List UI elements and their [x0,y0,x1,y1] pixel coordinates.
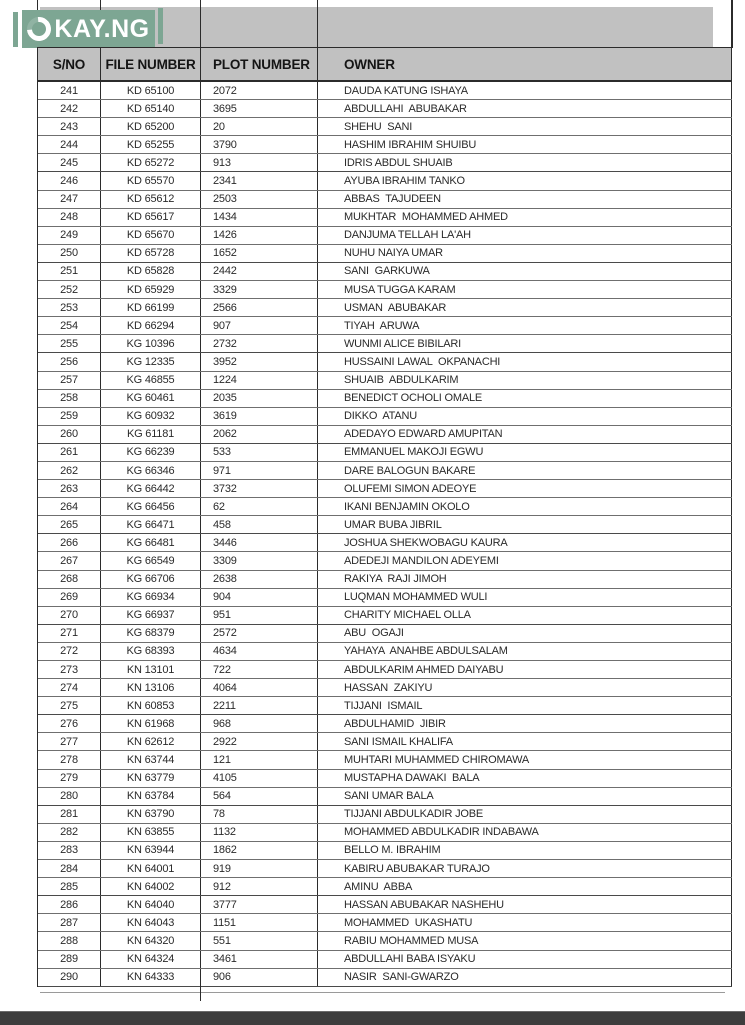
table-row [38,806,732,824]
sno-cell: 273 [38,661,101,678]
sno-cell: 288 [38,932,101,949]
table-row [38,589,732,607]
plot-number-cell: 1434 [201,209,318,226]
sno-cell: 284 [38,860,101,877]
file-number-cell: KD 66294 [101,317,201,334]
owner-cell: SANI UMAR BALA [318,788,732,805]
file-number-cell: KN 64333 [101,969,201,986]
owner-cell: HASSAN ZAKIYU [318,679,732,696]
plot-number-cell: 2211 [201,697,318,714]
file-number-cell: KG 61181 [101,426,201,443]
table-row [38,951,732,969]
sno-cell: 249 [38,227,101,244]
sno-cell: 282 [38,824,101,841]
file-number-cell: KN 63784 [101,788,201,805]
owner-cell: USMAN ABUBAKAR [318,299,732,316]
plot-number-cell: 907 [201,317,318,334]
table-row [38,227,732,245]
plot-number-cell: 906 [201,969,318,986]
sno-cell: 274 [38,679,101,696]
file-number-cell: KN 62612 [101,733,201,750]
file-number-cell: KN 63944 [101,842,201,859]
owner-cell: ABU OGAJI [318,625,732,642]
file-number-cell: KG 12335 [101,353,201,370]
file-number-cell: KG 68393 [101,643,201,660]
table-row [38,245,732,263]
file-number-cell: KN 60853 [101,697,201,714]
owner-cell: HASHIM IBRAHIM SHUIBU [318,136,732,153]
owner-cell: CHARITY MICHAEL OLLA [318,607,732,624]
owner-cell: AMINU ABBA [318,878,732,895]
sno-cell: 247 [38,191,101,208]
owner-cell: ABDULLAHI ABUBAKAR [318,100,732,117]
file-number-cell: KD 65570 [101,172,201,189]
table-row [38,353,732,371]
plot-number-cell: 913 [201,154,318,171]
plot-number-cell: 1652 [201,245,318,262]
plot-number-cell: 3952 [201,353,318,370]
plot-number-cell: 3619 [201,408,318,425]
plot-number-cell: 1224 [201,372,318,389]
sno-cell: 251 [38,263,101,280]
table-row [38,172,732,190]
owner-cell: SHUAIB ABDULKARIM [318,372,732,389]
table-row [38,914,732,932]
table-row [38,317,732,335]
sno-cell: 265 [38,516,101,533]
records-table [37,47,732,987]
owner-cell: MUSA TUGGA KARAM [318,281,732,298]
plot-number-cell: 2341 [201,172,318,189]
table-row [38,82,732,100]
sno-cell: 245 [38,154,101,171]
owner-cell: SANI ISMAIL KHALIFA [318,733,732,750]
bottom-dark-bar [0,1011,745,1025]
sno-cell: 244 [38,136,101,153]
sno-cell: 241 [38,82,101,99]
table-row [38,154,732,172]
plot-number-cell: 3732 [201,480,318,497]
file-number-cell: KD 65100 [101,82,201,99]
owner-cell: NUHU NAIYA UMAR [318,245,732,262]
sno-cell: 277 [38,733,101,750]
owner-cell: BELLO M. IBRAHIM [318,842,732,859]
sno-cell: 263 [38,480,101,497]
plot-number-cell: 951 [201,607,318,624]
sno-cell: 242 [38,100,101,117]
table-row [38,625,732,643]
plot-number-cell: 912 [201,878,318,895]
plot-number-cell: 4105 [201,770,318,787]
plot-number-cell: 3777 [201,896,318,913]
file-number-cell: KN 13101 [101,661,201,678]
owner-cell: TIJJANI ABDULKADIR JOBE [318,806,732,823]
sno-cell: 243 [38,118,101,135]
header-file-number: FILE NUMBER [101,48,201,80]
sno-cell: 289 [38,951,101,968]
plot-number-cell: 3790 [201,136,318,153]
plot-number-cell: 4634 [201,643,318,660]
file-number-cell: KG 66346 [101,462,201,479]
owner-cell: SHEHU SANI [318,118,732,135]
file-number-cell: KG 46855 [101,372,201,389]
file-number-cell: KD 65617 [101,209,201,226]
plot-number-cell: 1151 [201,914,318,931]
sno-cell: 255 [38,335,101,352]
owner-cell: HASSAN ABUBAKAR NASHEHU [318,896,732,913]
sno-cell: 271 [38,625,101,642]
sno-cell: 246 [38,172,101,189]
owner-cell: HUSSAINI LAWAL OKPANACHI [318,353,732,370]
sno-cell: 283 [38,842,101,859]
plot-number-cell: 2503 [201,191,318,208]
plot-number-cell: 78 [201,806,318,823]
file-number-cell: KN 64324 [101,951,201,968]
file-number-cell: KG 66456 [101,498,201,515]
file-number-cell: KG 60932 [101,408,201,425]
owner-cell: BENEDICT OCHOLI OMALE [318,390,732,407]
owner-cell: ADEDAYO EDWARD AMUPITAN [318,426,732,443]
file-number-cell: KG 66934 [101,589,201,606]
plot-number-cell: 904 [201,589,318,606]
logo-right-stripe [158,8,163,44]
plot-number-cell: 2062 [201,426,318,443]
logo-left-stripe [13,12,18,47]
owner-cell: RAKIYA RAJI JIMOH [318,571,732,588]
plot-number-cell: 968 [201,715,318,732]
plot-number-cell: 2922 [201,733,318,750]
file-number-cell: KD 65200 [101,118,201,135]
owner-cell: ABDULKARIM AHMED DAIYABU [318,661,732,678]
file-number-cell: KD 65728 [101,245,201,262]
table-row [38,932,732,950]
plot-number-cell: 722 [201,661,318,678]
table-row [38,860,732,878]
owner-cell: DIKKO ATANU [318,408,732,425]
plot-number-cell: 564 [201,788,318,805]
table-row [38,534,732,552]
plot-number-cell: 551 [201,932,318,949]
plot-number-cell: 20 [201,118,318,135]
table-row [38,263,732,281]
plot-number-cell: 533 [201,444,318,461]
plot-number-cell: 1426 [201,227,318,244]
table-row [38,426,732,444]
sno-cell: 285 [38,878,101,895]
plot-number-cell: 1132 [201,824,318,841]
owner-cell: ADEDEJI MANDILON ADEYEMI [318,552,732,569]
header-owner: OWNER [318,48,732,80]
plot-number-cell: 121 [201,751,318,768]
sno-cell: 264 [38,498,101,515]
file-number-cell: KD 65612 [101,191,201,208]
table-row [38,969,732,987]
table-row [38,100,732,118]
logo-text: KAY.NG [54,14,150,43]
owner-cell: NASIR SANI-GWARZO [318,969,732,986]
plot-number-cell: 62 [201,498,318,515]
file-number-cell: KN 64040 [101,896,201,913]
table-row [38,643,732,661]
file-number-cell: KN 63855 [101,824,201,841]
sno-cell: 252 [38,281,101,298]
table-row [38,788,732,806]
sno-cell: 269 [38,589,101,606]
sno-cell: 280 [38,788,101,805]
owner-cell: DANJUMA TELLAH LA'AH [318,227,732,244]
file-number-cell: KG 66471 [101,516,201,533]
plot-number-cell: 4064 [201,679,318,696]
sno-cell: 262 [38,462,101,479]
file-number-cell: KN 64002 [101,878,201,895]
table-row [38,444,732,462]
owner-cell: LUQMAN MOHAMMED WULI [318,589,732,606]
sno-cell: 287 [38,914,101,931]
table-row [38,209,732,227]
file-number-cell: KN 13106 [101,679,201,696]
owner-cell: EMMANUEL MAKOJI EGWU [318,444,732,461]
owner-cell: RABIU MOHAMMED MUSA [318,932,732,949]
sno-cell: 279 [38,770,101,787]
owner-cell: AYUBA IBRAHIM TANKO [318,172,732,189]
logo-o-icon [23,12,57,46]
file-number-cell: KG 66549 [101,552,201,569]
file-number-cell: KG 66239 [101,444,201,461]
owner-cell: YAHAYA ANAHBE ABDULSALAM [318,643,732,660]
file-number-cell: KG 66937 [101,607,201,624]
file-number-cell: KN 63790 [101,806,201,823]
table-row [38,733,732,751]
sno-cell: 268 [38,571,101,588]
file-number-cell: KN 63744 [101,751,201,768]
sno-cell: 272 [38,643,101,660]
file-number-cell: KG 66481 [101,534,201,551]
file-number-cell: KG 66706 [101,571,201,588]
plot-number-cell: 919 [201,860,318,877]
plot-number-cell: 2732 [201,335,318,352]
file-number-cell: KN 61968 [101,715,201,732]
table-row [38,697,732,715]
file-number-cell: KD 65140 [101,100,201,117]
table-row [38,299,732,317]
sno-cell: 281 [38,806,101,823]
table-row [38,191,732,209]
file-number-cell: KN 64043 [101,914,201,931]
table-row [38,842,732,860]
plot-number-cell: 3309 [201,552,318,569]
table-row [38,552,732,570]
file-number-cell: KG 68379 [101,625,201,642]
sno-cell: 266 [38,534,101,551]
owner-cell: MOHAMMED ABDULKADIR INDABAWA [318,824,732,841]
table-row [38,408,732,426]
table-row [38,571,732,589]
table-row [38,661,732,679]
owner-cell: ABBAS TAJUDEEN [318,191,732,208]
sno-cell: 259 [38,408,101,425]
header-plot-number: PLOT NUMBER [201,48,318,80]
column-line [200,0,201,48]
owner-cell: IDRIS ABDUL SHUAIB [318,154,732,171]
owner-cell: DARE BALOGUN BAKARE [318,462,732,479]
owner-cell: TIYAH ARUWA [318,317,732,334]
file-number-cell: KD 65255 [101,136,201,153]
table-row [38,751,732,769]
file-number-cell: KD 65828 [101,263,201,280]
sno-cell: 276 [38,715,101,732]
owner-cell: ABDULHAMID JIBIR [318,715,732,732]
plot-number-cell: 3329 [201,281,318,298]
sno-cell: 256 [38,353,101,370]
sno-cell: 257 [38,372,101,389]
table-row [38,607,732,625]
plot-number-cell: 458 [201,516,318,533]
table-row [38,118,732,136]
sno-cell: 261 [38,444,101,461]
table-row [38,878,732,896]
sno-cell: 260 [38,426,101,443]
plot-number-cell: 2035 [201,390,318,407]
owner-cell: JOSHUA SHEKWOBAGU KAURA [318,534,732,551]
table-row [38,824,732,842]
owner-cell: MUSTAPHA DAWAKI BALA [318,770,732,787]
sno-cell: 290 [38,969,101,986]
file-number-cell: KD 65272 [101,154,201,171]
plot-number-cell: 3446 [201,534,318,551]
owner-cell: MUKHTAR MOHAMMED AHMED [318,209,732,226]
table-row [38,390,732,408]
column-line [317,0,318,48]
owner-cell: OLUFEMI SIMON ADEOYE [318,480,732,497]
sno-cell: 258 [38,390,101,407]
plot-number-cell: 2566 [201,299,318,316]
file-number-cell: KG 60461 [101,390,201,407]
file-number-cell: KN 64001 [101,860,201,877]
owner-cell: MOHAMMED UKASHATU [318,914,732,931]
sno-cell: 278 [38,751,101,768]
sno-cell: 267 [38,552,101,569]
plot-number-cell: 971 [201,462,318,479]
plot-number-cell: 2442 [201,263,318,280]
table-row [38,770,732,788]
table-row [38,896,732,914]
sno-cell: 248 [38,209,101,226]
table-row [38,498,732,516]
table-body [38,82,732,987]
sno-cell: 286 [38,896,101,913]
owner-cell: MUHTARI MUHAMMED CHIROMAWA [318,751,732,768]
scan-artifact-line [40,992,725,993]
sno-cell: 254 [38,317,101,334]
column-line [731,0,733,48]
scan-artifact-stub [200,984,201,1001]
owner-cell: KABIRU ABUBAKAR TURAJO [318,860,732,877]
file-number-cell: KN 63779 [101,770,201,787]
sno-cell: 270 [38,607,101,624]
table-header-row [38,47,732,82]
table-row [38,335,732,353]
plot-number-cell: 2572 [201,625,318,642]
file-number-cell: KD 65929 [101,281,201,298]
file-number-cell: KD 66199 [101,299,201,316]
table-row [38,679,732,697]
plot-number-cell: 3461 [201,951,318,968]
sno-cell: 250 [38,245,101,262]
okayng-logo [22,10,155,48]
plot-number-cell: 2072 [201,82,318,99]
sno-cell: 275 [38,697,101,714]
owner-cell: WUNMI ALICE BIBILARI [318,335,732,352]
owner-cell: IKANI BENJAMIN OKOLO [318,498,732,515]
file-number-cell: KN 64320 [101,932,201,949]
sno-cell: 253 [38,299,101,316]
plot-number-cell: 3695 [201,100,318,117]
table-row [38,516,732,534]
owner-cell: TIJJANI ISMAIL [318,697,732,714]
table-row [38,715,732,733]
file-number-cell: KG 66442 [101,480,201,497]
file-number-cell: KG 10396 [101,335,201,352]
plot-number-cell: 2638 [201,571,318,588]
file-number-cell: KD 65670 [101,227,201,244]
header-sno: S/NO [38,48,101,80]
table-row [38,480,732,498]
owner-cell: UMAR BUBA JIBRIL [318,516,732,533]
owner-cell: SANI GARKUWA [318,263,732,280]
table-row [38,281,732,299]
table-row [38,372,732,390]
owner-cell: DAUDA KATUNG ISHAYA [318,82,732,99]
owner-cell: ABDULLAHI BABA ISYAKU [318,951,732,968]
table-row [38,136,732,154]
table-row [38,462,732,480]
plot-number-cell: 1862 [201,842,318,859]
